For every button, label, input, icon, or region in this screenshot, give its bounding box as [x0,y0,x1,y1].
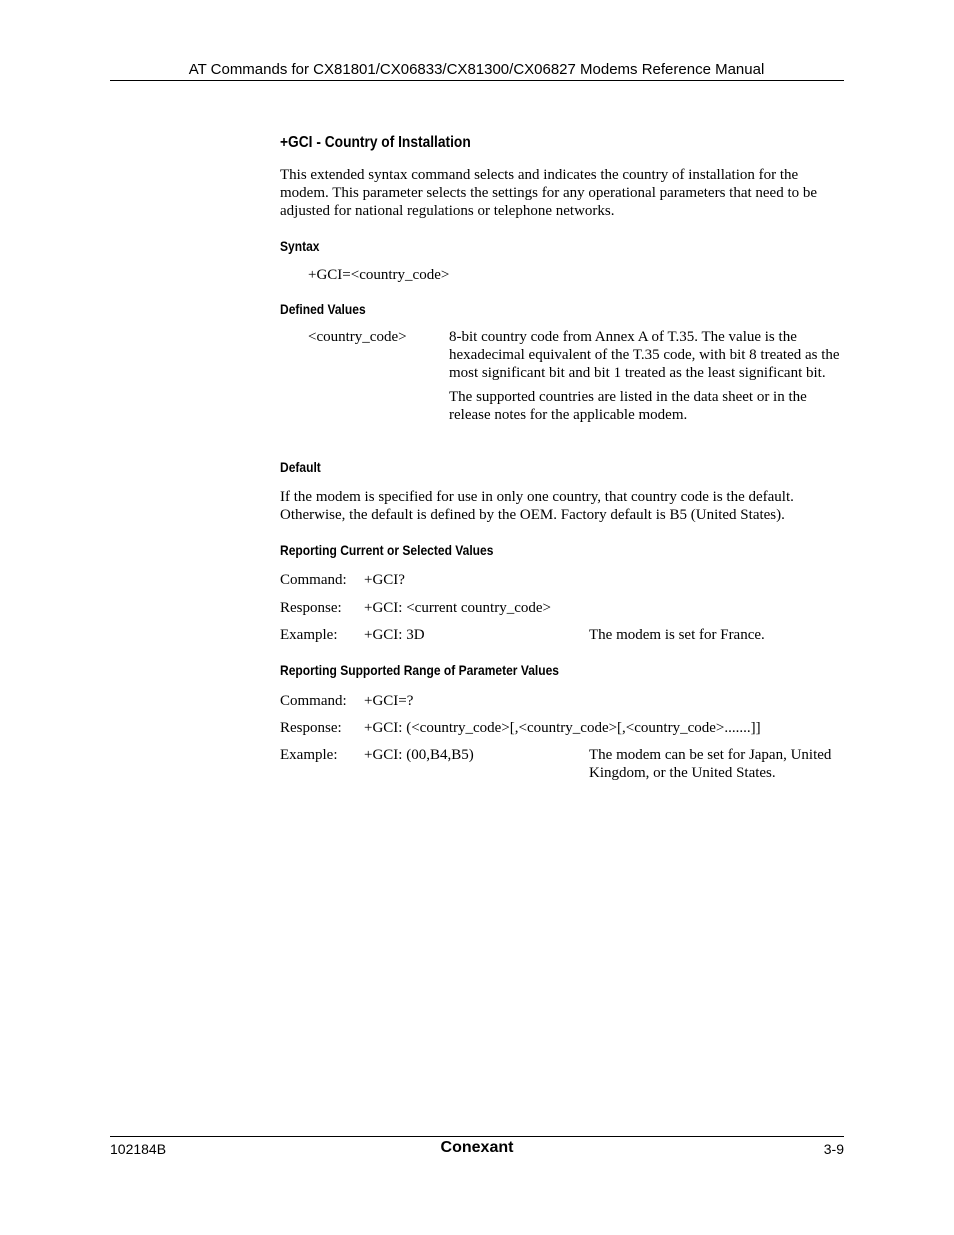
range-example-label: Example: [280,747,338,763]
syntax-heading: Syntax [280,238,320,254]
default-heading: Default [280,459,321,475]
page-number: 3-9 [823,1141,844,1157]
current-response-value: +GCI: <current country_code> [364,600,551,616]
current-response-label: Response: [280,600,342,616]
default-paragraph: If the modem is specified for use in only one country, that country code is the default. Otherwise, the default is defined by the OEM. Factory default is B5 (United States). [280,489,794,523]
section-title: +GCI - Country of Installation [280,134,471,151]
running-header: AT Commands for CX81801/CX06833/CX81300/CX06827 Modems Reference Manual [188,61,765,78]
company-name: Conexant [440,1139,514,1156]
range-command-label: Command: [280,693,347,709]
param-description-2: The supported countries are listed in the data sheet or in the release notes for the applicable modem. [449,389,807,423]
header-rule [110,80,844,81]
current-command-label: Command: [280,572,347,588]
range-example-value: +GCI: (00,B4,B5) [364,747,474,763]
defined-values-heading: Defined Values [280,301,366,317]
reporting-current-heading: Reporting Current or Selected Values [280,542,494,558]
current-example-label: Example: [280,627,338,643]
range-response-label: Response: [280,720,342,736]
range-command-value: +GCI=? [364,693,414,709]
current-command-value: +GCI? [364,572,405,588]
current-example-value: +GCI: 3D [364,627,425,643]
footer-rule [110,1136,844,1137]
param-description [449,328,845,430]
intro-paragraph: This extended syntax command selects and indicates the country of installation for the modem. This parameter selects the settings for any operational parameters that need to be adjusted for national regulations or telephone networks. [280,167,818,219]
reporting-range-heading: Reporting Supported Range of Parameter Values [280,662,559,678]
param-description-1: 8-bit country code from Annex A of T.35. The value is the hexadecimal equivalent of the T.35 code, with bit 8 treated as the most significant bit and bit 1 treated as the least significant bit. [449,329,840,381]
doc-number: 102184B [110,1141,167,1157]
syntax-command: +GCI=<country_code> [308,267,450,283]
range-response-value: +GCI: (<country_code>[,<country_code>[,<country_code>.......]] [364,720,761,736]
current-example-note: The modem is set for France. [589,627,765,643]
range-example-note: The modem can be set for Japan, United Kingdom, or the United States. [589,747,832,781]
param-name: <country_code> [308,329,407,345]
